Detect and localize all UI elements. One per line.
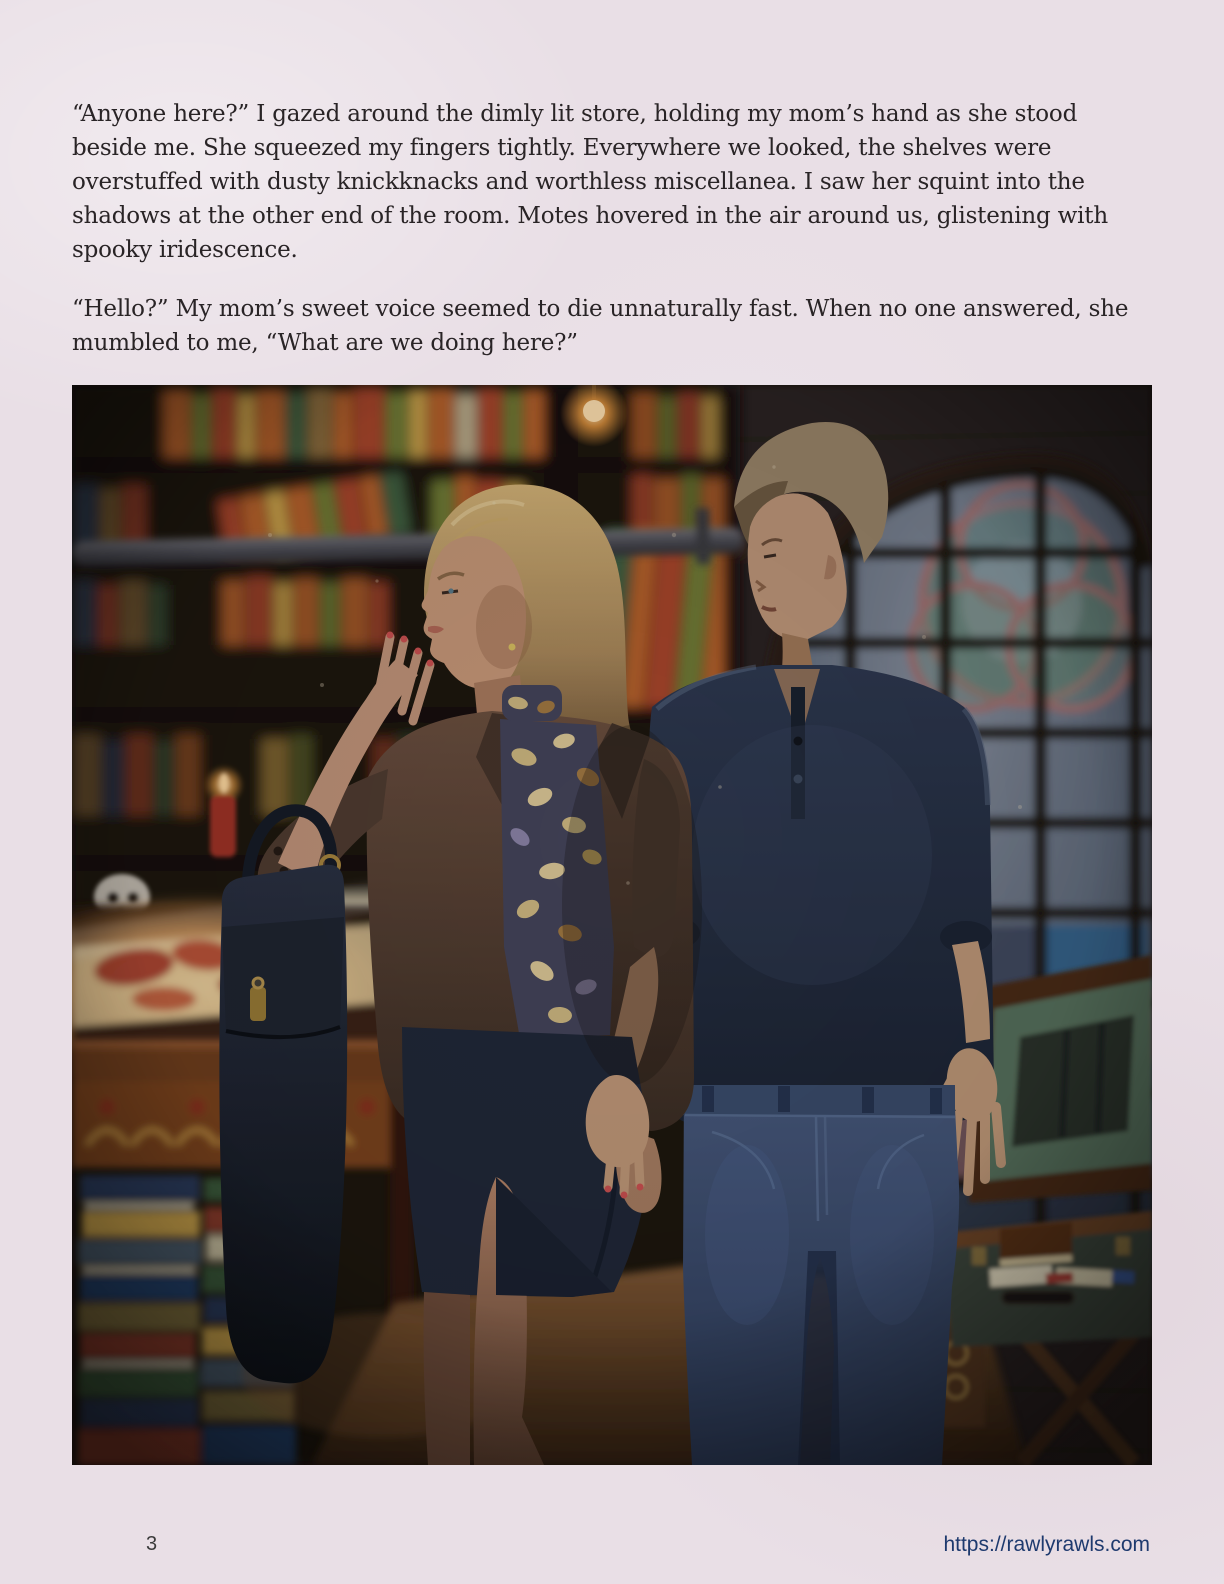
page-number: 3 <box>146 1533 158 1555</box>
bookstore-scene <box>72 385 1152 1465</box>
story-illustration <box>72 385 1152 1465</box>
tone-overlay <box>72 385 1152 1465</box>
footer-link[interactable]: https://rawlyrawls.com <box>943 1533 1150 1556</box>
paragraph-1: “Anyone here?” I gazed around the dimly lit store, holding my mom’s hand as she stood beside me. She squeezed my fingers tightly. Everywhere we looked, the shelves were overstuffed with dusty knickknacks and worthless miscellanea. I saw her squint into the shadows at the other end of the room. Motes hovered in the air around us, glistening with spooky iridescence. <box>72 101 1108 263</box>
paragraph-2: “Hello?” My mom’s sweet voice seemed to die unnaturally fast. When no one answered, she mumbled to me, “What are we doing here?” <box>72 296 1129 356</box>
